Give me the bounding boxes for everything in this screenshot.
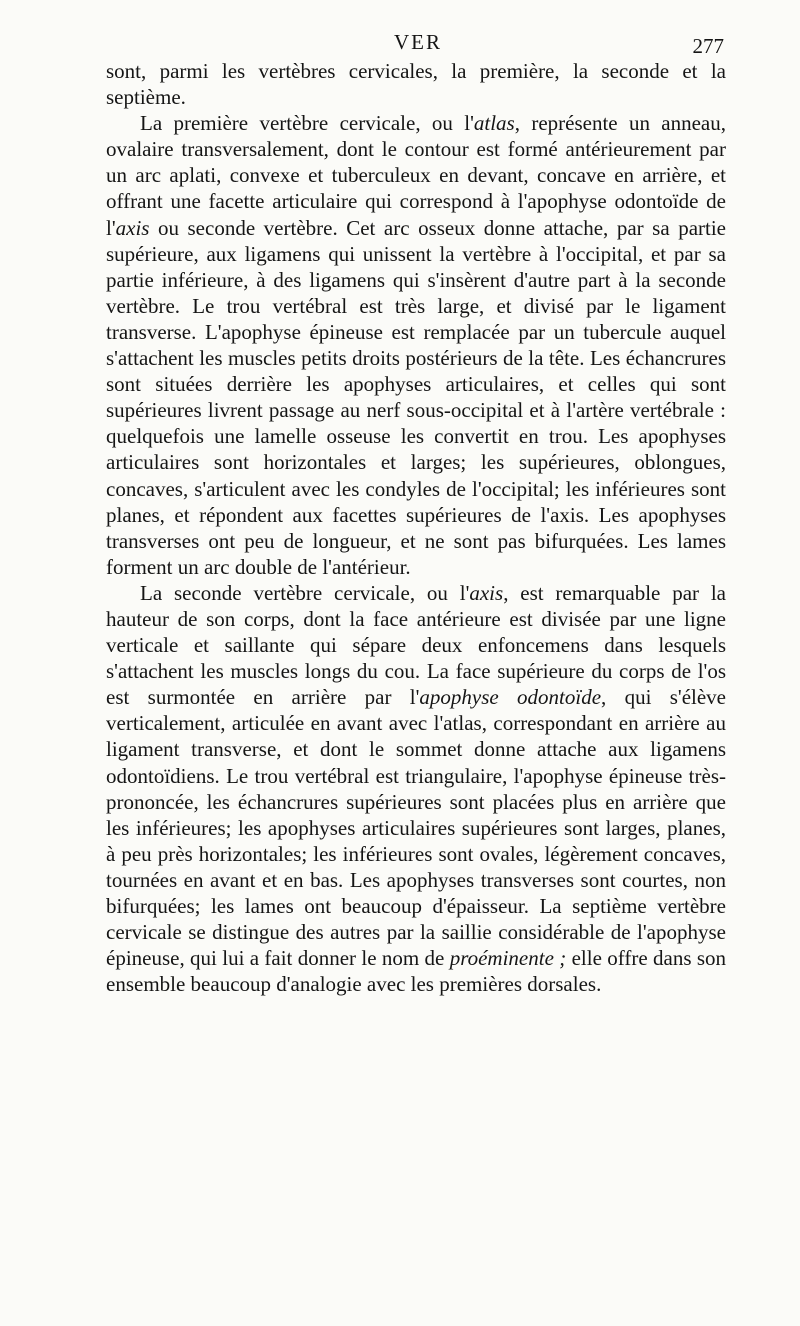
text-run: La seconde vertèbre cervicale, ou l' — [140, 580, 470, 605]
text-run: , représente un anneau, ovalaire transversalement, dont le contour est formé antérieurement par un arc aplati, convexe et tuberculeux en devant, concave en arrière, et offrant une facette articulaire qui correspond à l'apophyse odontoïde de l' — [106, 111, 726, 240]
text-run: ou seconde vertèbre. Cet arc osseux donne attache, par sa partie supérieure, aux ligamens qui unissent la vertèbre à l'occipital, et par sa partie inférieure, à des ligamens qui s'insèrent d'autre part à la seconde vertèbre. Le trou vertébral est très large, et divisé par le ligament transverse. L'apophyse épineuse est remplacée par un tubercule auquel s'attachent les muscles petits droits postérieurs de la tête. Les échancrures sont situées derrière les apophyses articulaires, et celles qui sont supérieures livrent passage au nerf sous-occipital et à l'artère vertébrale : quelquefois une lamelle osseuse les convertit en trou. Les apophyses articulaires sont horizontales et larges; les supérieures, oblongues, concaves, s'articulent avec les condyles de l'occipital; les inférieures sont planes, et répondent aux facettes supérieures de l'axis. Les apophyses transverses ont peu de longueur, et ne sont pas bifurquées. Les lames forment un arc double de l'antérieur. — [106, 215, 726, 579]
italic-term: atlas — [473, 111, 515, 136]
italic-term: axis — [115, 215, 150, 240]
paragraph — [106, 580, 726, 998]
text-run: , qui s'élève verticalement, articulée en avant avec l'atlas, correspondant en arrière au ligament transverse, et dont le sommet donne attache aux ligamens odontoïdiens. Le trou vertébral est triangulaire, l'apophyse épineuse très-prononcée, les échancrures supérieures sont placées plus en arrière que les inférieures; les apophyses articulaires supérieures sont larges, planes, à peu près horizontales; les inférieures sont ovales, légèrement concaves, tournées en avant et en bas. Les apophyses transverses sont courtes, non bifurquées; les lames ont beaucoup d'épaisseur. La septième vertèbre cervicale se distingue des autres par la saillie considérable de l'apophyse épineuse, qui lui a fait donner le nom de — [106, 685, 726, 971]
text-run: sont, parmi les vertèbres cervicales, la première, la seconde et la septième. — [106, 59, 726, 110]
paragraph — [106, 110, 726, 580]
page-header — [112, 30, 724, 60]
text-run: elle offre dans son ensemble beaucoup d'analogie avec les premières dorsales. — [106, 946, 727, 997]
italic-term: axis — [469, 580, 504, 605]
body-text — [106, 58, 726, 997]
italic-term: proéminente ; — [449, 946, 567, 971]
text-run: , est remarquable par la hauteur de son corps, dont la face antérieure est divisée par une ligne verticale et saillante qui sépare deux enfoncemens dans lesquels s'attachent les muscles longs du cou. La face supérieure du corps de l'os est surmontée en arrière par l' — [106, 580, 726, 710]
running-head: VER — [394, 30, 442, 54]
text-run: La première vertèbre cervicale, ou l' — [140, 111, 474, 136]
italic-term: apophyse odontoïde — [419, 685, 602, 710]
paragraph — [106, 58, 726, 110]
page-number: 277 — [692, 34, 724, 58]
